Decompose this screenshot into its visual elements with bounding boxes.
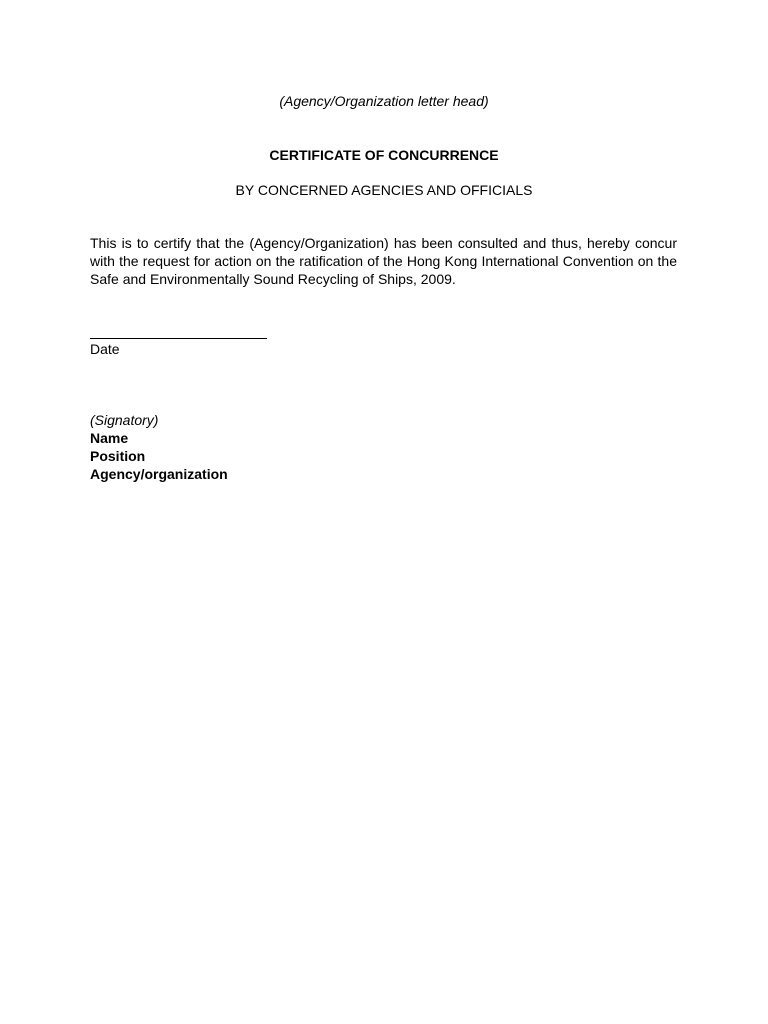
date-label: Date — [90, 341, 120, 357]
signatory-name: Name — [90, 430, 129, 446]
signatory-agency: Agency/organization — [90, 466, 228, 482]
certification-paragraph: This is to certify that the (Agency/Organization) has been consulted and thus, hereby concur with the request for action on the ratification of the Hong Kong International Convention on the Safe and Environmentally Sound Recycling of Ships, 2009. — [90, 235, 677, 287]
certificate-title: CERTIFICATE OF CONCURRENCE — [269, 147, 499, 163]
signatory-placeholder: (Signatory) — [90, 412, 159, 428]
letterhead-placeholder: (Agency/Organization letter head) — [279, 93, 489, 109]
signatory-position: Position — [90, 448, 146, 464]
date-underline — [90, 338, 267, 339]
certificate-subtitle: BY CONCERNED AGENCIES AND OFFICIALS — [235, 182, 533, 198]
